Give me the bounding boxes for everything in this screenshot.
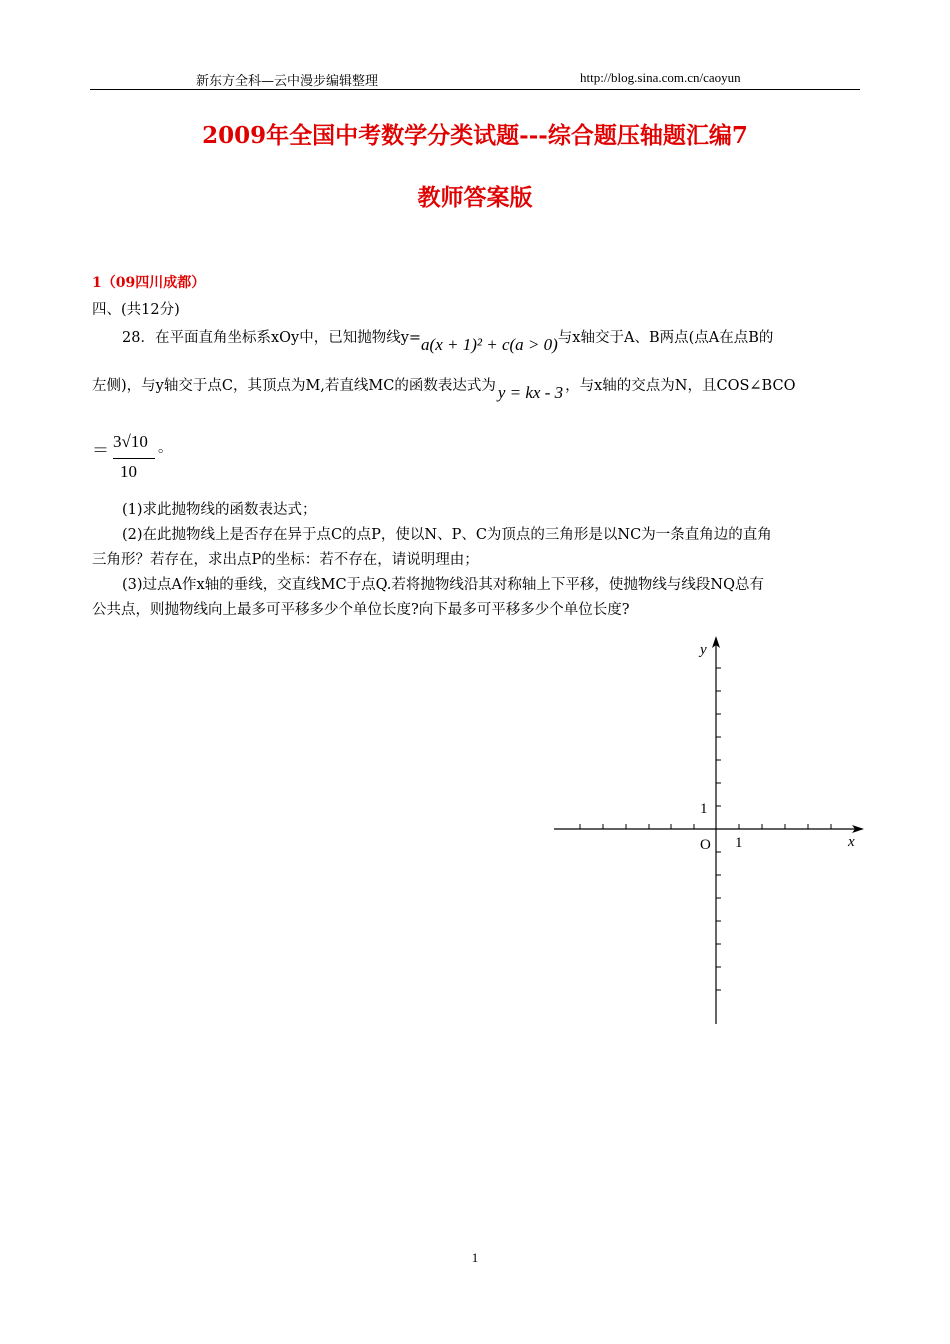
question-2-line-2: 三角形？若存在，求出点P的坐标：若不存在，请说明理由； xyxy=(92,552,479,568)
x-unit-label: 1 xyxy=(735,835,743,851)
question-3-line-1: (3)过点A作x轴的垂线，交直线MC于点Q.若将抛物线沿其对称轴上下平移，使抛物线与线段NQ总有 xyxy=(122,577,764,593)
question-3-line-2: 公共点，则抛物线向上最多可平移多少个单位长度?向下最多可平移多少个单位长度? xyxy=(92,602,630,618)
x-axis-label: x xyxy=(848,834,855,850)
fraction-bar xyxy=(113,458,155,459)
y-unit-label: 1 xyxy=(700,801,708,817)
page-subtitle: 教师答案版 xyxy=(417,184,533,211)
page-title: 2009年全国中考数学分类试题---综合题压轴题汇编7 xyxy=(202,122,748,149)
coordinate-axes-figure xyxy=(550,632,870,1032)
origin-label: O xyxy=(700,837,711,853)
header-rule xyxy=(90,89,860,90)
section-heading: 四、(共12分) xyxy=(92,302,180,318)
cos-numerator: 3√10 xyxy=(113,432,148,451)
header-left-text: 新东方全科—云中漫步编辑整理 xyxy=(196,74,379,89)
stem-line-1 xyxy=(122,326,774,354)
cos-denominator: 10 xyxy=(120,462,137,481)
cos-equals: ＝ xyxy=(92,441,109,461)
stem-1a: 28．在平面直角坐标系xOy中，已知抛物线y= xyxy=(122,330,422,346)
header-url[interactable]: http://blog.sina.com.cn/caoyun xyxy=(580,70,741,85)
line-formula: y = kx - 3 xyxy=(497,383,564,402)
parabola-formula: a(x + 1)² + c(a > 0) xyxy=(421,335,558,354)
cos-end: 。 xyxy=(158,440,173,456)
question-1: (1)求此抛物线的函数表达式； xyxy=(122,502,317,518)
problem-source: 1（09四川成都） xyxy=(92,275,206,291)
stem-1b: 与x轴交于A、B两点(点A在点B的 xyxy=(557,330,774,346)
page-number: 1 xyxy=(471,1250,479,1265)
axes-svg xyxy=(550,632,870,1032)
stem-2a: 左侧)，与y轴交于点C，其顶点为M,若直线MC的函数表达式为 xyxy=(92,378,496,394)
x-axis-ticks xyxy=(580,824,831,829)
y-axis-label: y xyxy=(700,642,707,658)
stem-2b: ，与x轴的交点为N，且COS∠BCO xyxy=(565,378,796,394)
question-2-line-1: (2)在此抛物线上是否存在异于点C的点P，使以N、P、C为顶点的三角形是以NC为一条直角边的直角 xyxy=(122,527,772,543)
stem-line-2 xyxy=(92,374,796,402)
